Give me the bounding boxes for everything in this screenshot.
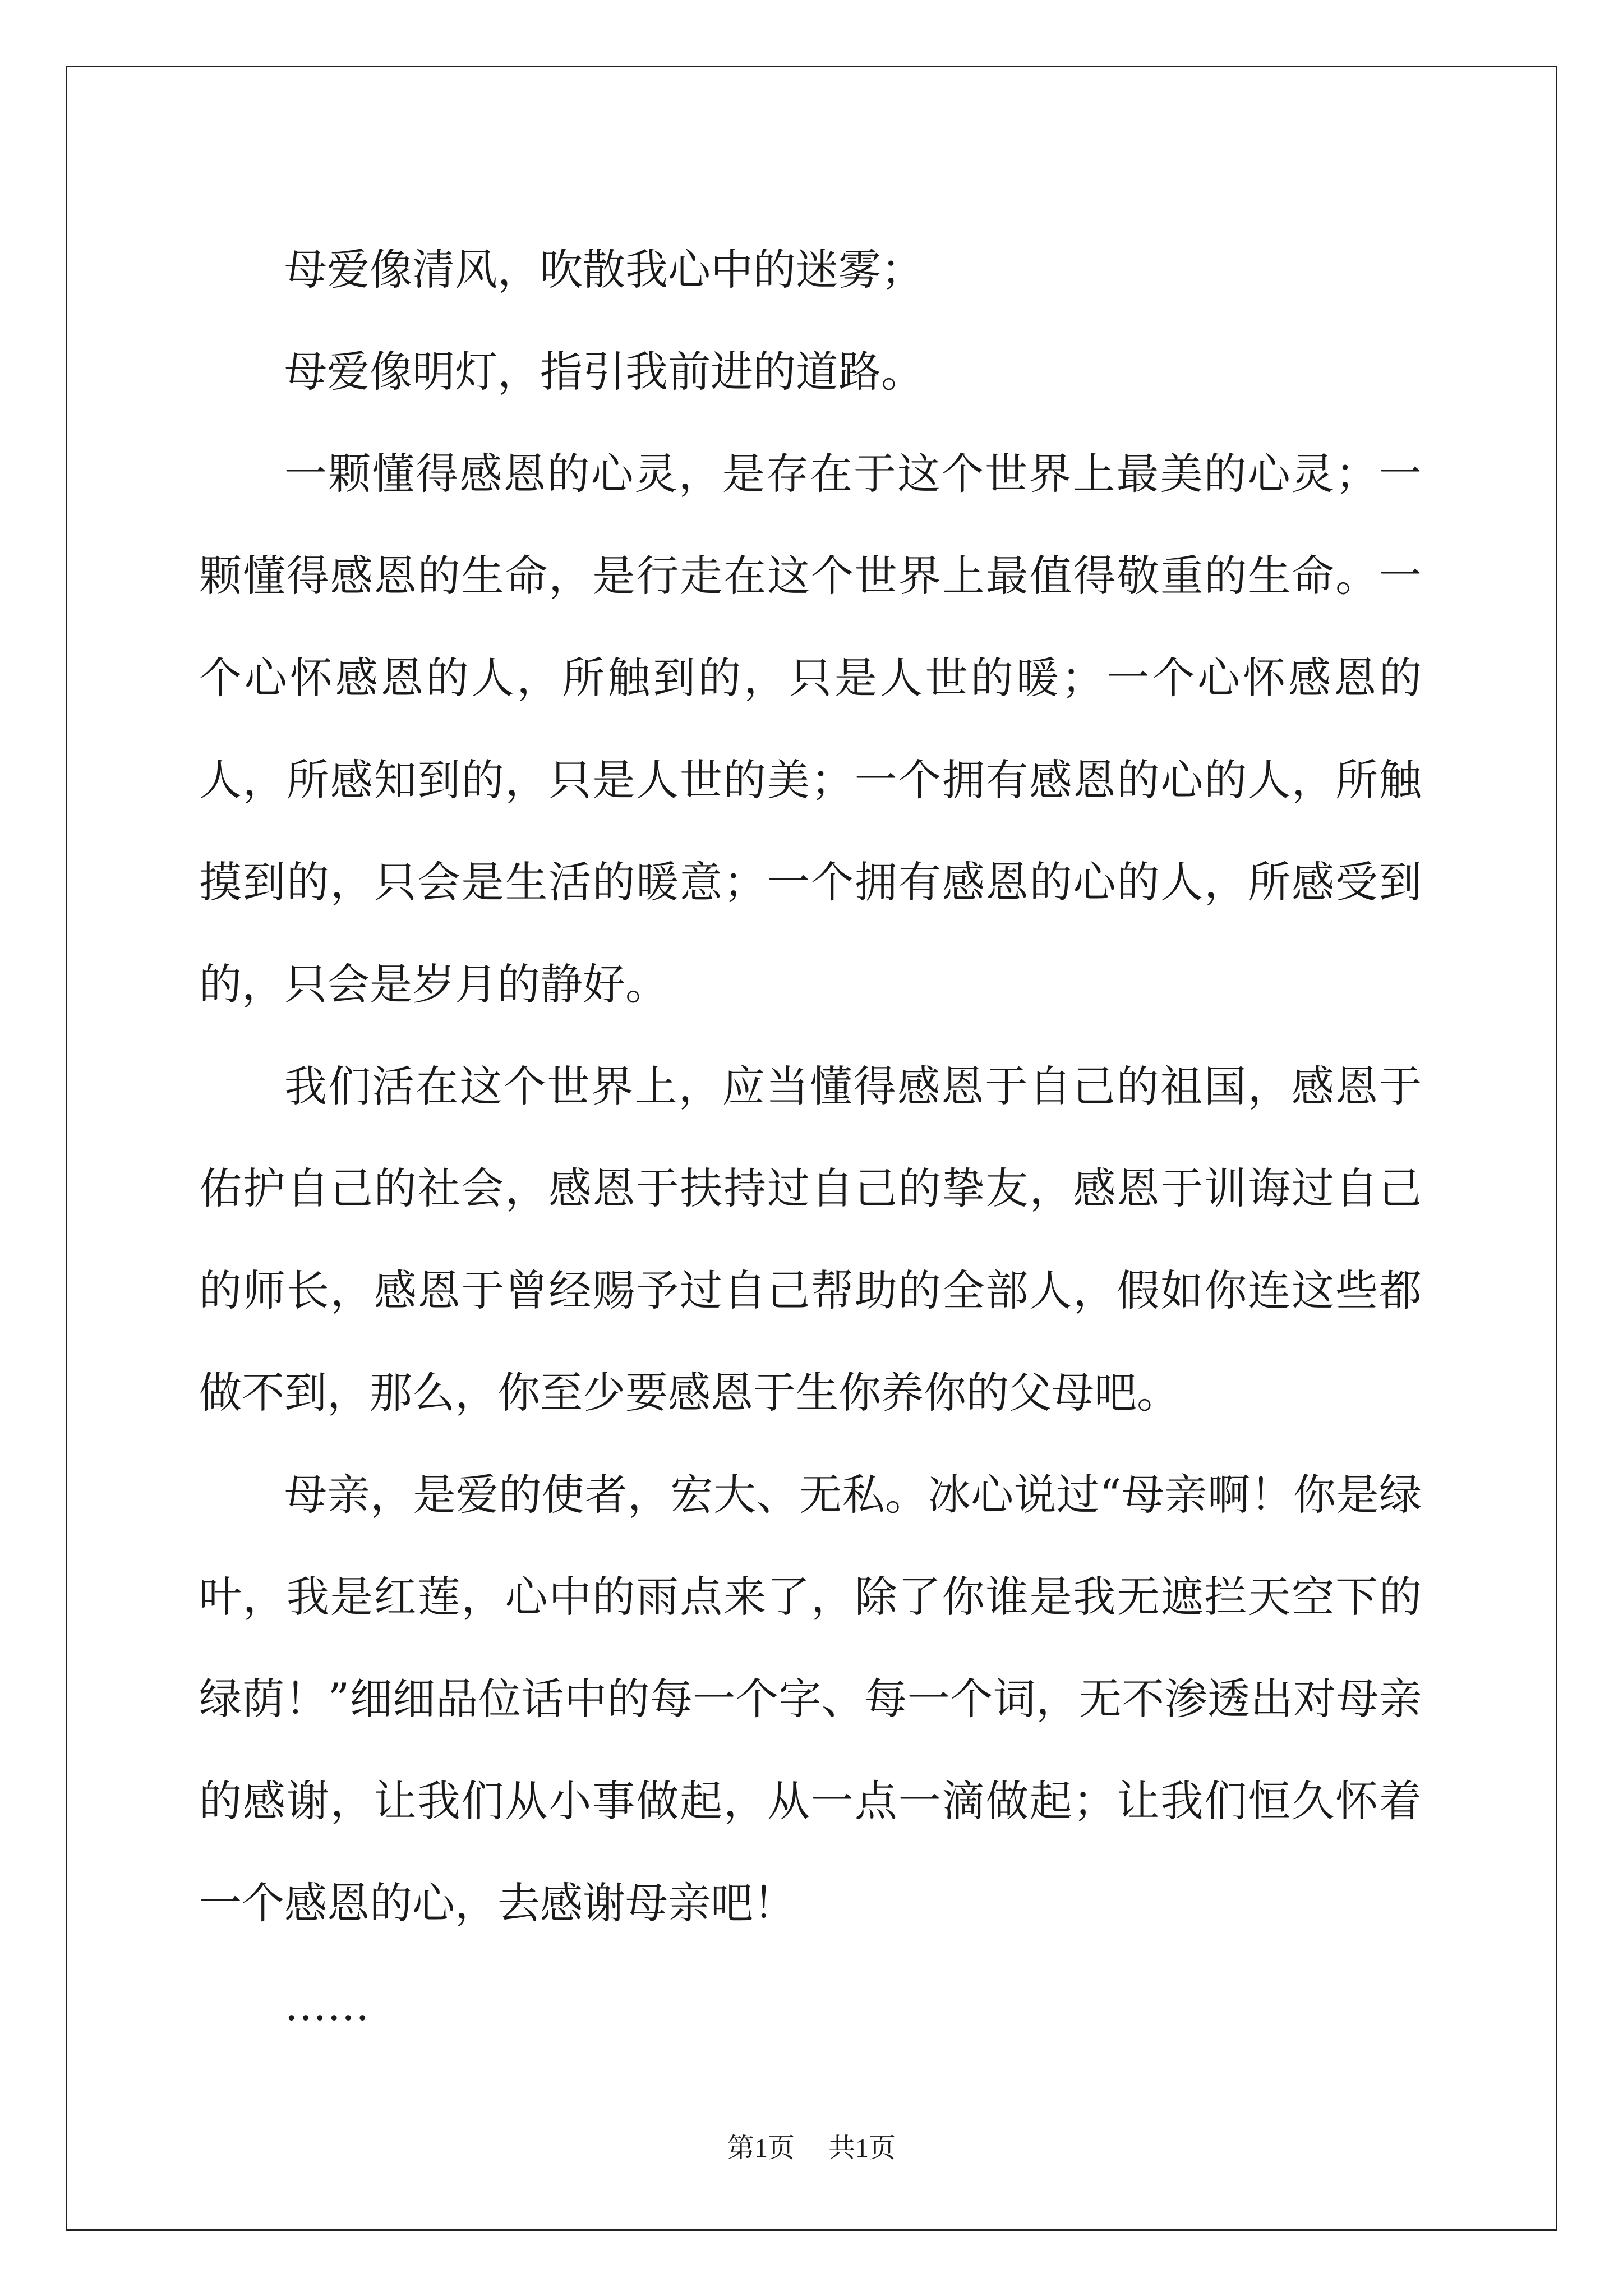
paragraph-1: 母爱像清风，吹散我心中的迷雾； — [284, 245, 924, 295]
paragraph-3: 一颗懂得感恩的心灵，是存在于这个世界上最美的心灵；一颗懂得感恩的生命，是行走在这个世界上最值得敬重的生命。一个心怀感恩的人，所触到的，只是人世的暖；一个心怀感恩的人，所感知到的，只是人世的美；一个拥有感恩的心的人，所触摸到的，只会是生活的暖意；一个拥有感恩的心的人，所感受到的，只会是岁月的静好。 — [199, 449, 1422, 1009]
page-footer — [0, 2132, 1623, 2165]
paragraph-2: 母爱像明灯，指引我前进的道路。 — [284, 347, 924, 397]
page-total: 共1页 — [828, 2133, 896, 2163]
paragraph-4: 我们活在这个世界上，应当懂得感恩于自己的祖国，感恩于佑护自己的社会，感恩于扶持过自己的挚友，感恩于训诲过自己的师长，感恩于曾经赐予过自己帮助的全部人，假如你连这些都做不到，那么，你至少要感恩于生你养你的父母吧。 — [199, 1061, 1422, 1418]
paragraph-5: 母亲，是爱的使者，宏大、无私。冰心说过“母亲啊！你是绿叶，我是红莲，心中的雨点来了，除了你谁是我无遮拦天空下的绿荫！”细细品位话中的每一个字、每一个词，无不渗透出对母亲的感谢，让我们从小事做起，从一点一滴做起；让我们恒久怀着一个感恩的心，去感谢母亲吧！ — [199, 1470, 1422, 1928]
ellipsis: …… — [284, 1980, 370, 2030]
page-number: 第1页 — [727, 2133, 795, 2163]
document-body — [199, 219, 1422, 2056]
